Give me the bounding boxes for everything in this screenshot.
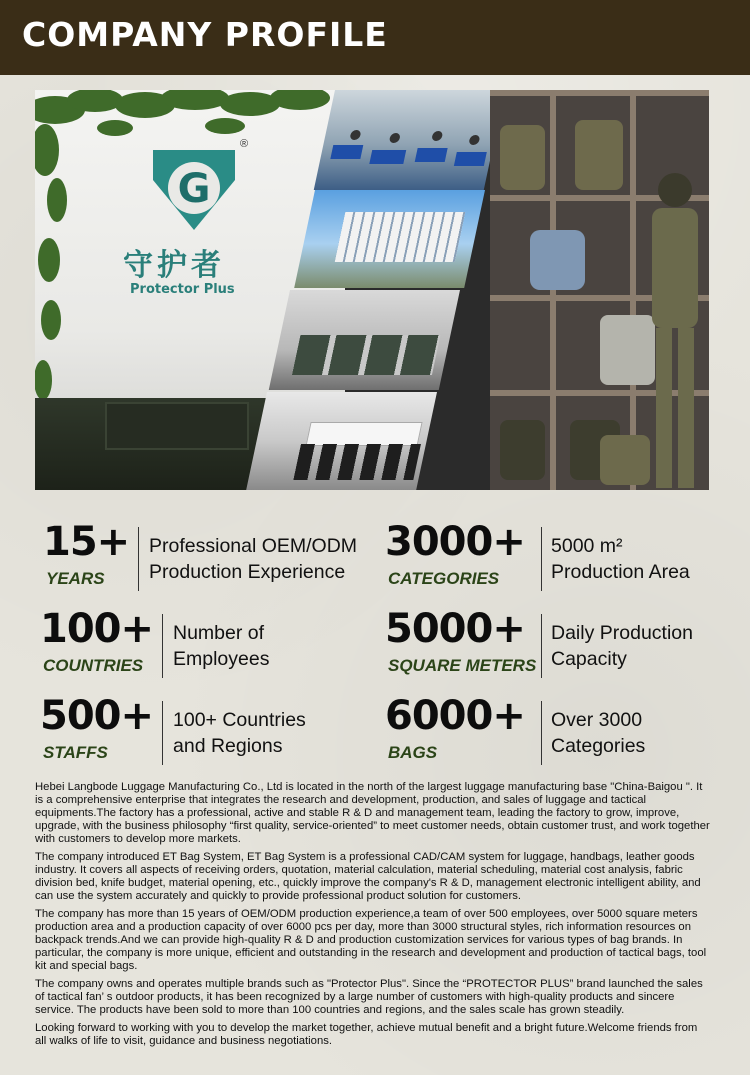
stat-unit: SQUARE METERS [388,656,537,675]
stat-divider [162,614,163,678]
stat-number: 100+ [40,606,154,652]
stat-description-line: Professional OEM/ODM [149,535,358,557]
office-photo [269,290,460,390]
stat-categories [385,519,715,589]
equipment-case-top [105,402,249,450]
description-paragraph: The company has more than 15 years of OEM/ODM production experience,a team of over 500 employees, over 5000 square meters production area and a production capacity of over 6000 pcs per day, more than 3000 structural styles, rich information resources on backpack trends.And we can provide high-quality R & D and production customization services for various types of bag brands. In particular, the company is more unique, efficient and outstanding in the research and development and production of tactical bags, tool kit and special bags. [35,908,707,972]
stat-bags [385,693,715,763]
stat-staffs [40,693,360,763]
header-banner [0,0,750,75]
stat-description-line: Over 3000 [551,709,643,731]
stat-description-line: Categories [551,735,646,757]
stat-divider [162,701,163,765]
stat-divider [138,527,139,591]
stat-description-line: Production Experience [149,561,346,583]
logo-english-text: Protector Plus [130,282,235,297]
stat-number: 15+ [43,519,130,565]
stat-unit: STAFFS [43,743,108,762]
stat-number: 6000+ [385,693,525,739]
stat-description-line: Production Area [551,561,690,583]
showroom-shelves [490,90,709,490]
stat-divider [541,701,542,765]
stat-description-line: and Regions [173,735,283,757]
stat-description [551,707,645,759]
meeting-room-photo [246,392,437,490]
showroom-photo [490,90,709,490]
stats-section [0,505,750,765]
stat-description-line: Capacity [551,648,627,670]
company-description [35,781,711,1053]
workshop-photo [314,90,505,190]
stat-description [551,620,693,672]
stat-description [173,620,269,672]
factory-building-photo [294,190,485,288]
stat-number: 3000+ [385,519,525,565]
stat-description-line: Employees [173,648,270,670]
description-paragraph: The company introduced ET Bag System, ET Bag System is a professional CAD/CAM system for luggage, handbags, leather goods industry. It covers all aspects of receiving orders, quotation, material calculation, material scheduling, material cost analysis, fabric division bed, knife budget, material opening, etc., quickly improve the company's R & D, management electronic intelligent ability, and can use the system accurately and quickly to provide professional product solution for customers. [35,851,701,902]
stat-description-line: 100+ Countries [173,709,306,731]
stat-countries [40,606,360,676]
stat-square-meters [385,606,715,676]
stat-unit: COUNTRIES [43,656,144,675]
stat-unit: YEARS [46,569,105,588]
stat-description-line: Number of [173,622,265,644]
stat-years [43,519,363,589]
company-photo-collage [35,90,709,490]
stat-unit: BAGS [388,743,438,762]
stat-unit: CATEGORIES [388,569,500,588]
building-facade [335,212,466,262]
meeting-table [306,422,423,446]
logo-registered-mark: ® [240,138,249,150]
page-title: COMPANY PROFILE [22,15,388,54]
description-paragraph: The company owns and operates multiple brands such as "Protector Plus". Since the “PROTECTOR PLUS” brand launched the sales of tactical fan’ s outdoor products, it has been recognized by a large number of customers with high-quality products and sincere service. The products have been sold to more than 100 countries and regions, and the sales scale has grown steadily. [35,978,703,1016]
stat-divider [541,527,542,591]
workshop-rows [314,90,505,190]
stat-description-line: Daily Production [551,622,693,644]
stat-number: 5000+ [385,606,525,652]
description-paragraph: Looking forward to working with you to develop the market together, achieve mutual benefit and a bright future.Welcome friends from all walks of life to visit, guidance and business negotiations. [35,1022,698,1047]
stat-description-line: 5000 m² [551,535,623,557]
svg-text:G: G [177,166,211,212]
stat-description [173,707,306,759]
stat-number: 500+ [40,693,154,739]
stat-description [149,533,357,585]
logo-chinese-text: 守护者 [123,248,225,283]
description-paragraph: Hebei Langbode Luggage Manufacturing Co., Ltd is located in the north of the largest luggage manufacturing base "China-Baigou ". It is a comprehensive enterprise that integrates the research and development, production, and sales of luggage and tactical equipments.The factory has a professional, active and stable R & D and management team, leading the factory to grow, improve, upgrade, with the business philosophy “first quality, service-oriented” to meet customer needs, obtain customer trust, and work together with customers to develop more markets. [35,781,710,845]
stat-divider [541,614,542,678]
office-desks [292,335,441,375]
meeting-chairs [293,444,421,480]
stat-description [551,533,690,585]
